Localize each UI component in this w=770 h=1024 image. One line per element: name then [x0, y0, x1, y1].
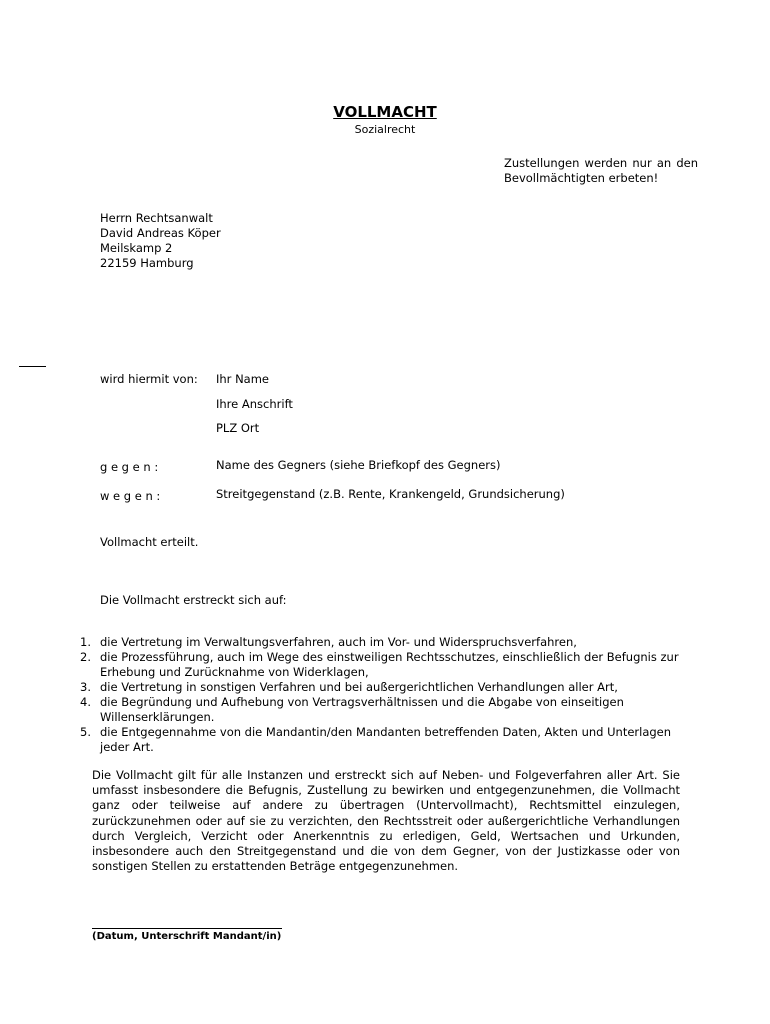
recipient-address	[100, 211, 221, 271]
regarding-value: Streitgegenstand (z.B. Rente, Krankengeld, Grundsicherung)	[216, 487, 565, 501]
address-line: 22159 Hamburg	[100, 256, 194, 270]
scope-item	[80, 635, 680, 650]
scope-item-text: die Vertretung in sonstigen Verfahren und bei außergerichtlichen Verhandlungen aller Art,	[100, 680, 618, 694]
scope-item	[80, 725, 680, 755]
against-value: Name des Gegners (siehe Briefkopf des Gegners)	[216, 458, 501, 472]
scope-item-text: die Prozessführung, auch im Wege des einstweiligen Rechtsschutzes, einschließlich der Befugnis zur Erhebung und Zurücknahme von Widerklagen,	[100, 650, 679, 679]
delivery-notice-line-2: Bevollmächtigten erbeten!	[504, 171, 659, 185]
scope-item	[80, 695, 680, 725]
scope-item-text: die Begründung und Aufhebung von Vertragsverhältnissen und die Abgabe von einseitigen Willenserklärungen.	[100, 695, 624, 724]
against-label: g e g e n :	[100, 460, 159, 474]
scope-list	[80, 635, 680, 755]
scope-item-number: 2.	[80, 650, 91, 664]
granted-by-label: wird hiermit von:	[100, 372, 198, 386]
address-line: Meilskamp 2	[100, 241, 173, 255]
signature-line	[92, 928, 282, 929]
delivery-notice-line-1: Zustellungen werden nur an den	[504, 156, 698, 170]
client-name: Ihr Name	[216, 372, 269, 386]
scope-item-text: die Vertretung im Verwaltungsverfahren, auch im Vor- und Widerspruchsverfahren,	[100, 635, 577, 649]
scope-item-number: 5.	[80, 725, 91, 739]
scope-item-number: 4.	[80, 695, 91, 709]
scope-intro: Die Vollmacht erstreckt sich auf:	[100, 593, 287, 607]
scope-item-text: die Entgegennahme von die Mandantin/den Mandanten betreffenden Daten, Akten und Unterlagen jeder Art.	[100, 725, 672, 754]
delivery-notice	[504, 156, 698, 186]
scope-item	[80, 680, 680, 695]
scope-item-number: 3.	[80, 680, 91, 694]
regarding-label: w e g e n :	[100, 489, 161, 503]
address-line: David Andreas Köper	[100, 226, 221, 240]
scope-item-number: 1.	[80, 635, 91, 649]
client-address: Ihre Anschrift	[216, 397, 293, 411]
fold-mark	[19, 366, 46, 367]
signature-label: (Datum, Unterschrift Mandant/in)	[92, 931, 282, 942]
document-title: VOLLMACHT	[333, 103, 437, 121]
scope-item	[80, 650, 680, 680]
client-city: PLZ Ort	[216, 421, 260, 435]
address-line: Herrn Rechtsanwalt	[100, 211, 213, 225]
scope-paragraph: Die Vollmacht gilt für alle Instanzen und erstreckt sich auf Neben- und Folgeverfahren aller Art. Sie umfasst insbesondere die Befugnis, Zustellung zu bewirken und entgegenzunehmen, die Vollmacht ganz oder teilweise auf andere zu übertragen (Untervollmacht), Rechtsmittel einzulegen, zurückzunehmen oder auf sie zu verzichten, den Rechtsstreit oder außergerichtliche Verhandlungen durch Vergleich, Verzicht oder Anerkenntnis zu erledigen, Geld, Wertsachen und Urkunden, insbesondere auch den Streitgegenstand und die von dem Gegner, von der Justizkasse oder von sonstigen Stellen zu erstattenden Beträge entgegenzunehmen.	[92, 768, 680, 874]
granted-text: Vollmacht erteilt.	[100, 535, 199, 549]
document-subtitle: Sozialrecht	[354, 123, 416, 136]
